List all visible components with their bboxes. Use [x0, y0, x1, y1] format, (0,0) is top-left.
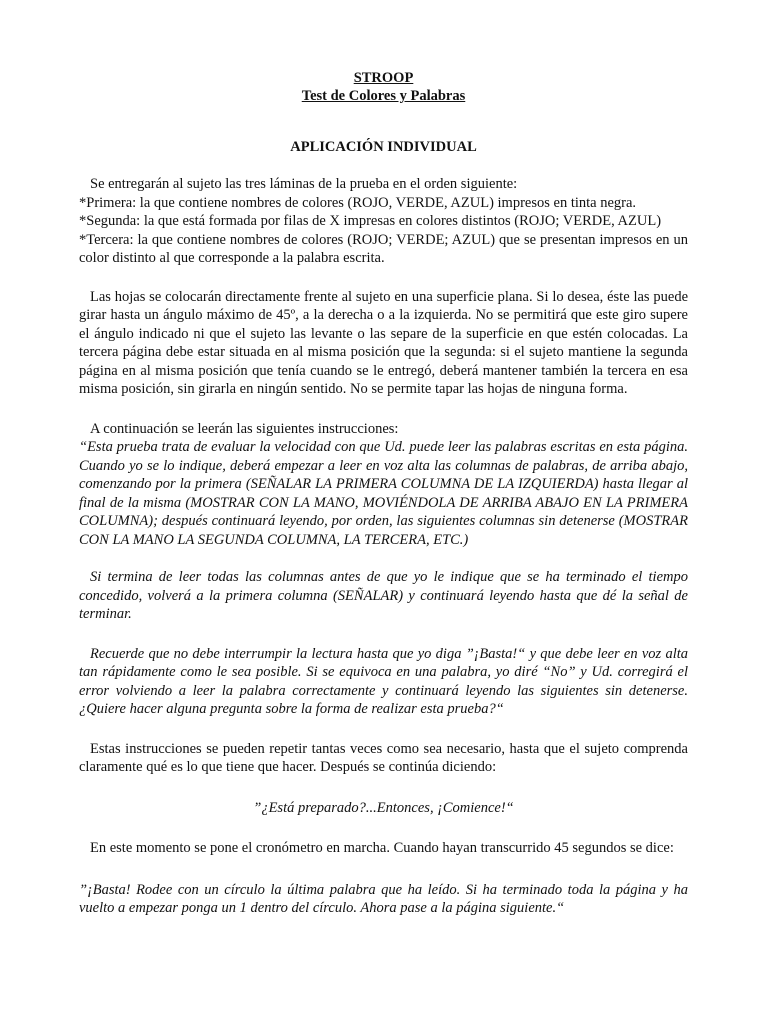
intro-item-segunda: *Segunda: la que está formada por filas de X impresas en colores distintos (ROJO; VERDE, AZUL)	[79, 213, 662, 229]
instructions-lead: A continuación se leerán las siguientes instrucciones:	[90, 420, 399, 437]
document-title: STROOP	[353, 70, 414, 86]
instructions-block	[79, 420, 688, 550]
intro-item-tercera: *Tercera: la que contiene nombres de colores (ROJO; VERDE; AZUL) que se presentan impresos en un color distinto al que corresponde a la palabra escrita.	[79, 231, 688, 266]
timer-paragraph: En este momento se pone el cronómetro en marcha. Cuando hayan transcurrido 45 segundos se dice:	[90, 840, 674, 856]
instructions-quote-1: “Esta prueba trata de evaluar la velocidad con que Ud. puede leer las palabras escritas en esta página. Cuando yo se lo indique, deberá empezar a leer en voz alta las columnas de palabras, de arriba abajo, comenzando por la primera (SEÑALAR LA PRIMERA COLUMNA DE LA IZQUIERDA) hasta llegar al final de la misma (MOSTRAR CON LA MANO, MOVIÉNDOLA DE ARRIBA ABAJO EN LA PRIMERA COLUMNA); después continuará leyendo, por orden, las siguientes columnas sin detenerse (MOSTRAR CON LA MANO LA SEGUNDA COLUMNA, LA TERCERA, ETC.)	[79, 439, 688, 548]
instructions-quote-3: Recuerde que no debe interrumpir la lectura hasta que yo diga ”¡Basta!“ y que debe leer en voz alta tan rápidamente como le sea posible. Si se equivoca en una palabra, yo diré “No” y Ud. corregirá el error volviendo a leer la palabra correctamente y continuará leyendo las siguientes sin detenerse. ¿Quiere hacer alguna pregunta sobre la forma de realizar esta prueba?“	[79, 645, 688, 717]
intro-block	[79, 175, 688, 268]
intro-lead: Se entregarán al sujeto las tres láminas de la prueba en el orden siguiente:	[90, 176, 518, 192]
stop-quote: ”¡Basta! Rodee con un círculo la última palabra que ha leído. Si ha terminado toda la página y ha vuelto a empezar ponga un 1 dentro del círculo. Ahora pase a la página siguiente.“	[79, 881, 688, 916]
ready-quote: ”¿Está preparado?...Entonces, ¡Comience!“	[253, 799, 514, 816]
section-title: APLICACIÓN INDIVIDUAL	[290, 139, 477, 155]
document-subtitle: Test de Colores y Palabras	[301, 88, 466, 104]
placement-paragraph: Las hojas se colocarán directamente frente al sujeto en una superficie plana. Si lo desea, éste las puede girar hasta un ángulo máximo de 45º, a la derecha o a la izquierda. No se permitirá que este giro supere el ángulo indicado ni que el sujeto las levante o las separe de la superficie en que estén colocadas. La tercera página debe estar situada en al misma posición que la segunda: si el sujeto mantiene la segunda página en al misma posición que tenía cuando se le entregó, deberá mantener también la tercera en esa misma posición, sin girarla en ningún sentido. No se permite tapar las hojas de ninguna forma.	[79, 288, 688, 397]
title-block	[79, 69, 688, 105]
intro-item-primera: *Primera: la que contiene nombres de colores (ROJO, VERDE, AZUL) impresos en tinta negra.	[79, 194, 637, 211]
instructions-quote-2: Si termina de leer todas las columnas antes de que yo le indique que se ha terminado el tiempo concedido, volverá a la primera columna (SEÑALAR) y continuará leyendo hasta que dé la señal de terminar.	[79, 569, 688, 622]
repeat-paragraph: Estas instrucciones se pueden repetir tantas veces como sea necesario, hasta que el sujeto comprenda claramente qué es lo que tiene que hacer. Después se continúa diciendo:	[79, 740, 688, 775]
